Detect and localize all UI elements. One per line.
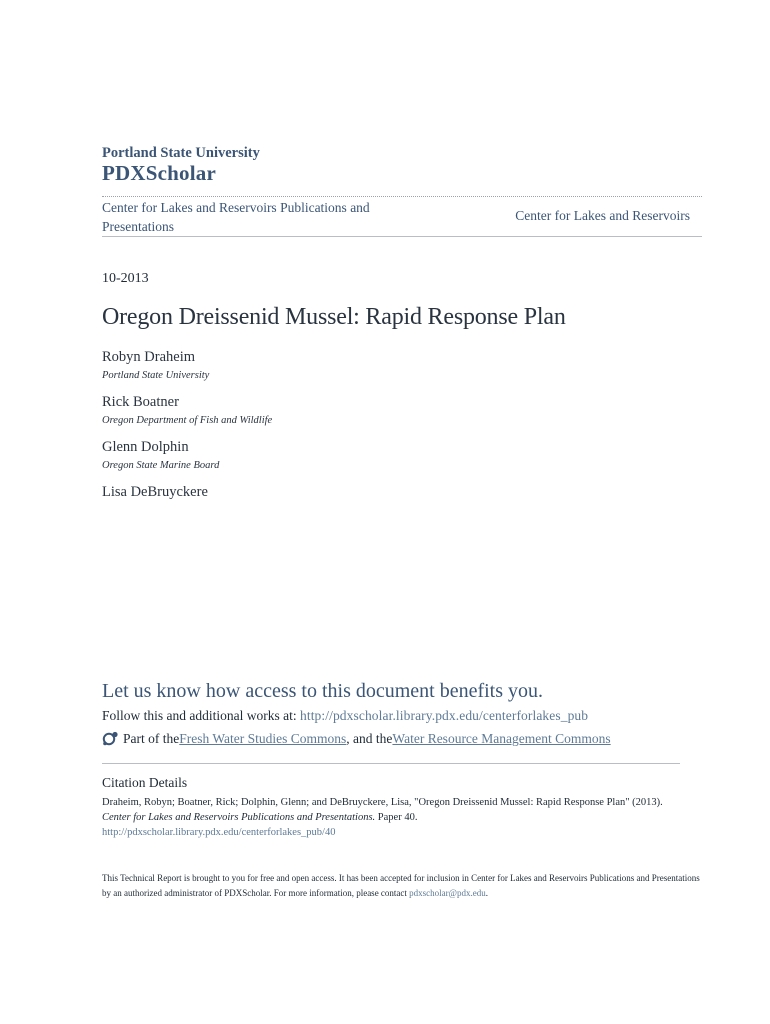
- citation-body: [102, 795, 702, 840]
- author-affiliation: Portland State University: [102, 370, 210, 381]
- author-affiliation: Oregon State Marine Board: [102, 460, 220, 471]
- citation-text: Draheim, Robyn; Boatner, Rick; Dolphin, Glenn; and DeBruyckere, Lisa, "Oregon Dreissenid Mussel: Rapid Response Plan" (2013).: [102, 797, 663, 808]
- conjunction-text: , and the: [346, 731, 393, 746]
- citation-series-line: [102, 810, 702, 825]
- footer-end: .: [485, 888, 488, 898]
- institution-name: Portland State University: [102, 145, 260, 161]
- document-title: Oregon Dreissenid Mussel: Rapid Response Plan: [102, 304, 566, 330]
- author-name: Rick Boatner: [102, 394, 179, 410]
- publication-date: 10-2013: [102, 271, 149, 286]
- follow-line: [102, 708, 588, 724]
- follow-label: Follow this and additional works at:: [102, 708, 300, 723]
- divider: [102, 763, 680, 764]
- footer-text: This Technical Report is brought to you for free and open access. It has been accepted for inclusion in Center for Lakes and Reservoirs Publications and Presentations by an authorized administrator of PDXScholar. For more information, please contact: [102, 873, 700, 898]
- collection-link[interactable]: Center for Lakes and Reservoirs Publications and Presentations: [102, 200, 370, 234]
- contact-email-link[interactable]: pdxscholar@pdx.edu: [409, 888, 486, 898]
- feedback-link[interactable]: Let us know how access to this document benefits you.: [102, 680, 544, 702]
- divider-dotted: [102, 196, 702, 197]
- part-of-label: Part of the: [123, 731, 180, 746]
- commons-network-icon: [102, 731, 120, 747]
- fresh-water-commons-link[interactable]: Fresh Water Studies Commons: [179, 731, 347, 746]
- water-resource-commons-link[interactable]: Water Resource Management Commons: [392, 731, 611, 746]
- follow-url-link[interactable]: http://pdxscholar.library.pdx.edu/centerforlakes_pub: [300, 708, 589, 723]
- author-affiliation: Oregon Department of Fish and Wildlife: [102, 415, 273, 426]
- author-name: Glenn Dolphin: [102, 439, 189, 455]
- citation-series: Center for Lakes and Reservoirs Publications and Presentations.: [102, 812, 376, 823]
- citation-heading: Citation Details: [102, 775, 188, 790]
- department-link[interactable]: Center for Lakes and Reservoirs: [515, 208, 690, 223]
- citation-paper: Paper 40.: [375, 812, 418, 823]
- divider: [102, 236, 702, 237]
- part-of-line: [102, 731, 611, 747]
- author-name: Lisa DeBruyckere: [102, 484, 208, 500]
- repository-name[interactable]: PDXScholar: [102, 161, 216, 185]
- author-name: Robyn Draheim: [102, 349, 196, 365]
- citation-url-link[interactable]: http://pdxscholar.library.pdx.edu/centerforlakes_pub/40: [102, 827, 336, 838]
- footer-notice: [102, 871, 702, 901]
